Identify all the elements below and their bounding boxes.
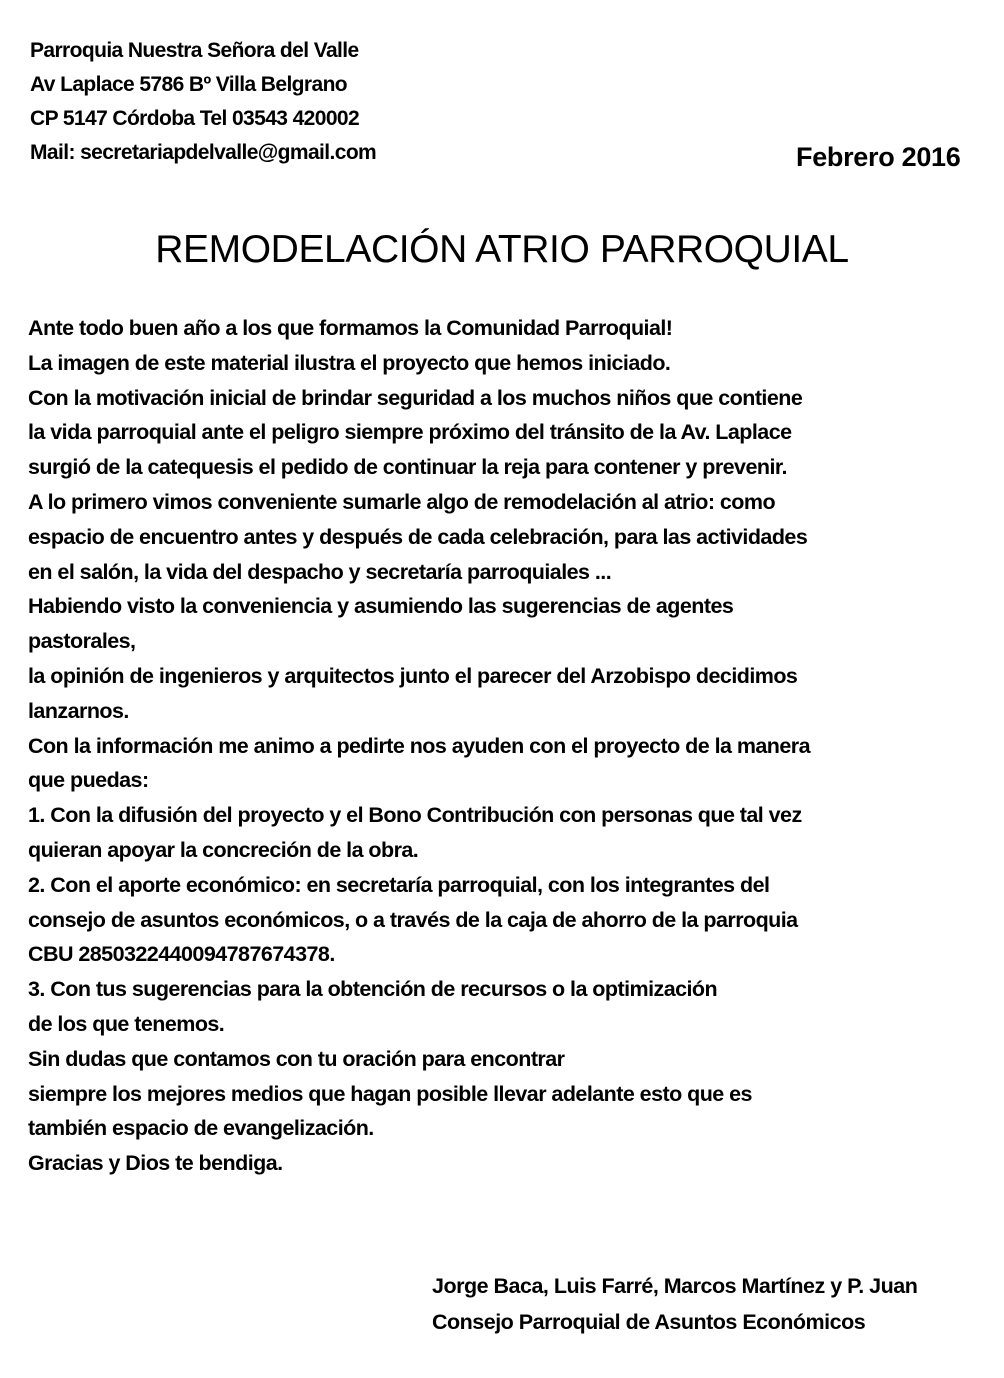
body-line: también espacio de evangelización.	[28, 1116, 374, 1141]
body-line: surgió de la catequesis el pedido de continuar la reja para contener y prevenir.	[28, 455, 787, 480]
body-line: la vida parroquial ante el peligro siempre próximo del tránsito de la Av. Laplace	[28, 420, 792, 445]
parish-name: Parroquia Nuestra Señora del Valle	[30, 39, 359, 62]
body-line: siempre los mejores medios que hagan posible llevar adelante esto que es	[28, 1081, 752, 1106]
body-line: Ante todo buen año a los que formamos la Comunidad Parroquial!	[28, 316, 673, 340]
body-line: la opinión de ingenieros y arquitectos junto el parecer del Arzobispo decidimos	[28, 663, 798, 688]
body-line: de los que tenemos.	[28, 1011, 225, 1036]
body-line: CBU 2850322440094787674378.	[28, 942, 335, 967]
body-line: lanzarnos.	[28, 698, 129, 723]
body-line: quieran apoyar la concreción de la obra.	[28, 837, 419, 862]
body-line: espacio de encuentro antes y después de cada celebración, para las actividades	[28, 524, 808, 549]
parish-address: Av Laplace 5786 Bº Villa Belgrano	[30, 73, 348, 96]
body-line: en el salón, la vida del despacho y secretaría parroquiales ...	[28, 559, 612, 584]
body-line: A lo primero vimos conveniente sumarle algo de remodelación al atrio: como	[28, 489, 776, 514]
parish-city-phone: CP 5147 Córdoba Tel 03543 420002	[30, 107, 360, 130]
body-line: Gracias y Dios te bendiga.	[28, 1151, 283, 1176]
body-line: Con la información me animo a pedirte nos ayuden con el proyecto de la manera	[28, 733, 811, 758]
body-line: pastorales,	[28, 629, 136, 654]
letter-title: REMODELACIÓN ATRIO PARROQUIAL	[155, 228, 849, 271]
parish-email: Mail: secretariapdelvalle@gmail.com	[30, 141, 377, 164]
signature-names: Jorge Baca, Luis Farré, Marcos Martínez y P. Juan	[432, 1274, 918, 1298]
body-line: La imagen de este material ilustra el proyecto que hemos iniciado.	[28, 350, 671, 375]
body-line: 2. Con el aporte económico: en secretaría parroquial, con los integrantes del	[28, 872, 770, 897]
body-line: Habiendo visto la conveniencia y asumiendo las sugerencias de agentes	[28, 594, 734, 619]
signature-council: Consejo Parroquial de Asuntos Económicos	[432, 1310, 866, 1334]
parish-header	[30, 34, 376, 170]
body-line: 1. Con la difusión del proyecto y el Bono Contribución con personas que tal vez	[28, 803, 802, 828]
body-line: Con la motivación inicial de brindar seguridad a los muchos niños que contiene	[28, 385, 803, 410]
body-line: que puedas:	[28, 768, 149, 793]
letter-body	[28, 311, 988, 1181]
body-line: 3. Con tus sugerencias para la obtención de recursos o la optimización	[28, 977, 718, 1002]
letter-date: Febrero 2016	[796, 142, 961, 172]
body-line: consejo de asuntos económicos, o a través de la caja de ahorro de la parroquia	[28, 907, 798, 932]
signature-block	[432, 1268, 917, 1340]
body-line: Sin dudas que contamos con tu oración para encontrar	[28, 1046, 565, 1071]
